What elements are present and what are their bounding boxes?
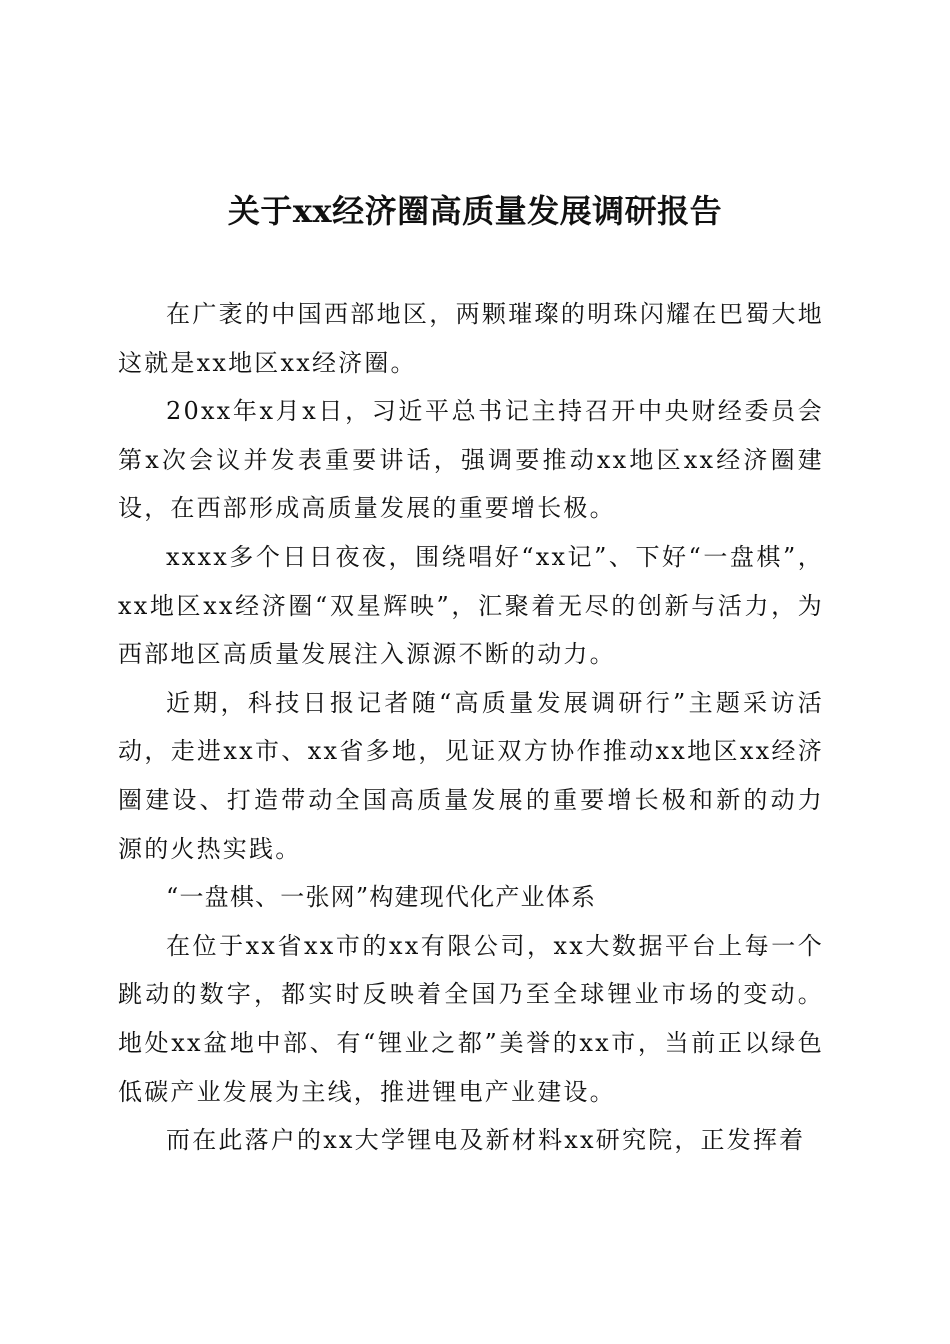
document-body xyxy=(118,290,824,1165)
paragraph-double-star: xxxx多个日日夜夜，围绕唱好“xx记”、下好“一盘棋”，xx地区xx经济圈“双星辉映”，汇聚着无尽的创新与活力，为西部地区高质量发展注入源源不断的动力。 xyxy=(118,542,824,669)
section-subheading: “一盘棋、一张网”构建现代化产业体系 xyxy=(166,883,597,912)
paragraph-meeting: 20xx年x月x日，习近平总书记主持召开中央财经委员会第x次会议并发表重要讲话，强调要推动xx地区xx经济圈建设，在西部形成高质量发展的重要增长极。 xyxy=(118,397,824,523)
paragraph-intro: 在广袤的中国西部地区，两颗璀璨的明珠闪耀在巴蜀大地这就是xx地区xx经济圈。 xyxy=(118,300,824,377)
paragraph-interview: 近期，科技日报记者随“高质量发展调研行”主题采访活动，走进xx市、xx省多地，见证双方协作推动xx地区xx经济圈建设、打造带动全国高质量发展的重要增长极和新的动力源的火热实践。 xyxy=(118,688,824,863)
document-title: 关于xx经济圈高质量发展调研报告 xyxy=(227,192,723,230)
paragraph-lithium-industry: 在位于xx省xx市的xx有限公司，xx大数据平台上每一个跳动的数字，都实时反映着全国乃至全球锂业市场的变动。地处xx盆地中部、有“锂业之都”美誉的xx市，当前正以绿色低碳产业发展为主线，推进锂电产业建设。 xyxy=(118,931,824,1106)
paragraph-research-institute: 而在此落户的xx大学锂电及新材料xx研究院，正发挥着 xyxy=(166,1126,806,1155)
